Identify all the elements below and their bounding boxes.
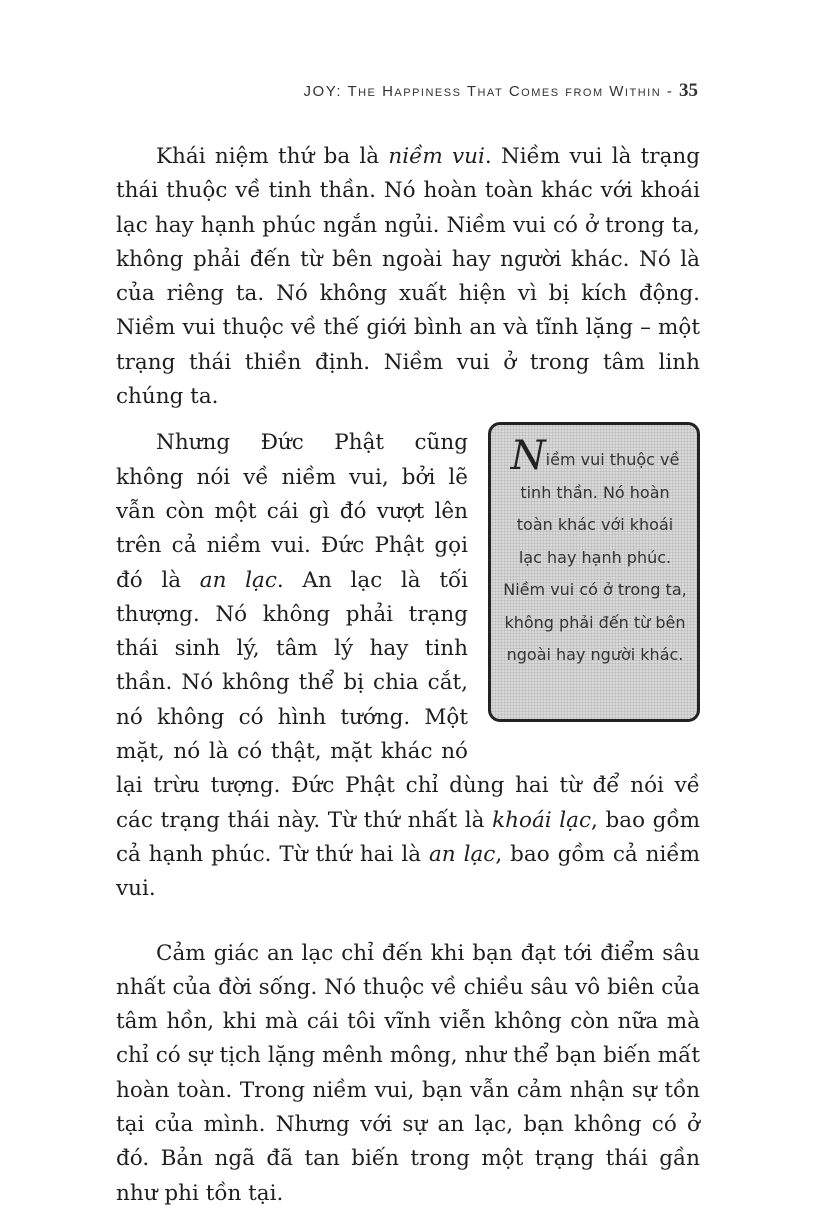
paragraph-1 <box>116 140 700 414</box>
text-run: , bao gồm cả niềm vui. <box>116 841 700 902</box>
pull-quote-box <box>488 422 700 722</box>
pull-quote-text: iềm vui thuộc về tinh thần. Nó hoàn toàn khác với khoái lạc hay hạnh phúc. Niềm vui có ở trong ta, không phải đến từ bên ngoài hay người khác. <box>503 450 687 665</box>
emphasis: an lạc <box>199 567 277 593</box>
header-separator: - <box>666 83 674 100</box>
text-run: Khái niệm thứ ba là <box>156 144 389 169</box>
text-run: , bao gồm cả hạnh phúc. Từ thứ hai là <box>116 807 700 867</box>
emphasis: niềm vui <box>388 144 485 169</box>
body-text <box>116 140 700 1211</box>
text-run: . An lạc là tối thượng. Nó không phải trạng thái sinh lý, tâm lý hay tinh thần. Nó không thể bị chia cắt, nó không có hình tướng. Một mặt, nó là có thật, mặt khác nó lại trừu tượng. Đức Phật chỉ dùng hai từ để nói về các trạng thái này. Từ thứ nhất là <box>116 567 700 833</box>
text-run: Nhưng Đức Phật cũng không nói về niềm vui, bởi lẽ vẫn còn một cái gì đó vượt lên trên cả niềm vui. Đức Phật gọi đó là <box>116 430 468 593</box>
page-number: 35 <box>679 80 698 101</box>
emphasis: khoái lạc <box>492 807 592 833</box>
paragraph-3: Cảm giác an lạc chỉ đến khi bạn đạt tới điểm sâu nhất của đời sống. Nó thuộc về chiều sâu vô biên của tâm hồn, khi mà cái tôi vĩnh viễn không còn nữa mà chỉ có sự tịch lặng mênh mông, như thể bạn biến mất hoàn toàn. Trong niềm vui, bạn vẫn cảm nhận sự tồn tại của mình. Nhưng với sự an lạc, bạn không có ở đó. Bản ngã đã tan biến trong một trạng thái gần như phi tồn tại. <box>116 940 700 1206</box>
running-header <box>304 80 698 102</box>
header-title: JOY: The Happiness That Comes from Within <box>303 83 662 100</box>
text-run: . Niềm vui là trạng thái thuộc về tinh thần. Nó hoàn toàn khác với khoái lạc hay hạnh phúc ngắn ngủi. Niềm vui có ở trong ta, không phải đến từ bên ngoài hay người khác. Nó là của riêng ta. Nó không xuất hiện vì bị kích động. Niềm vui thuộc về thế giới bình an và tĩnh lặng – một trạng thái thiền định. Niềm vui ở trong tâm linh chúng ta. <box>116 144 700 410</box>
emphasis: an lạc <box>428 841 496 867</box>
pull-quote-dropcap: N <box>510 433 546 480</box>
